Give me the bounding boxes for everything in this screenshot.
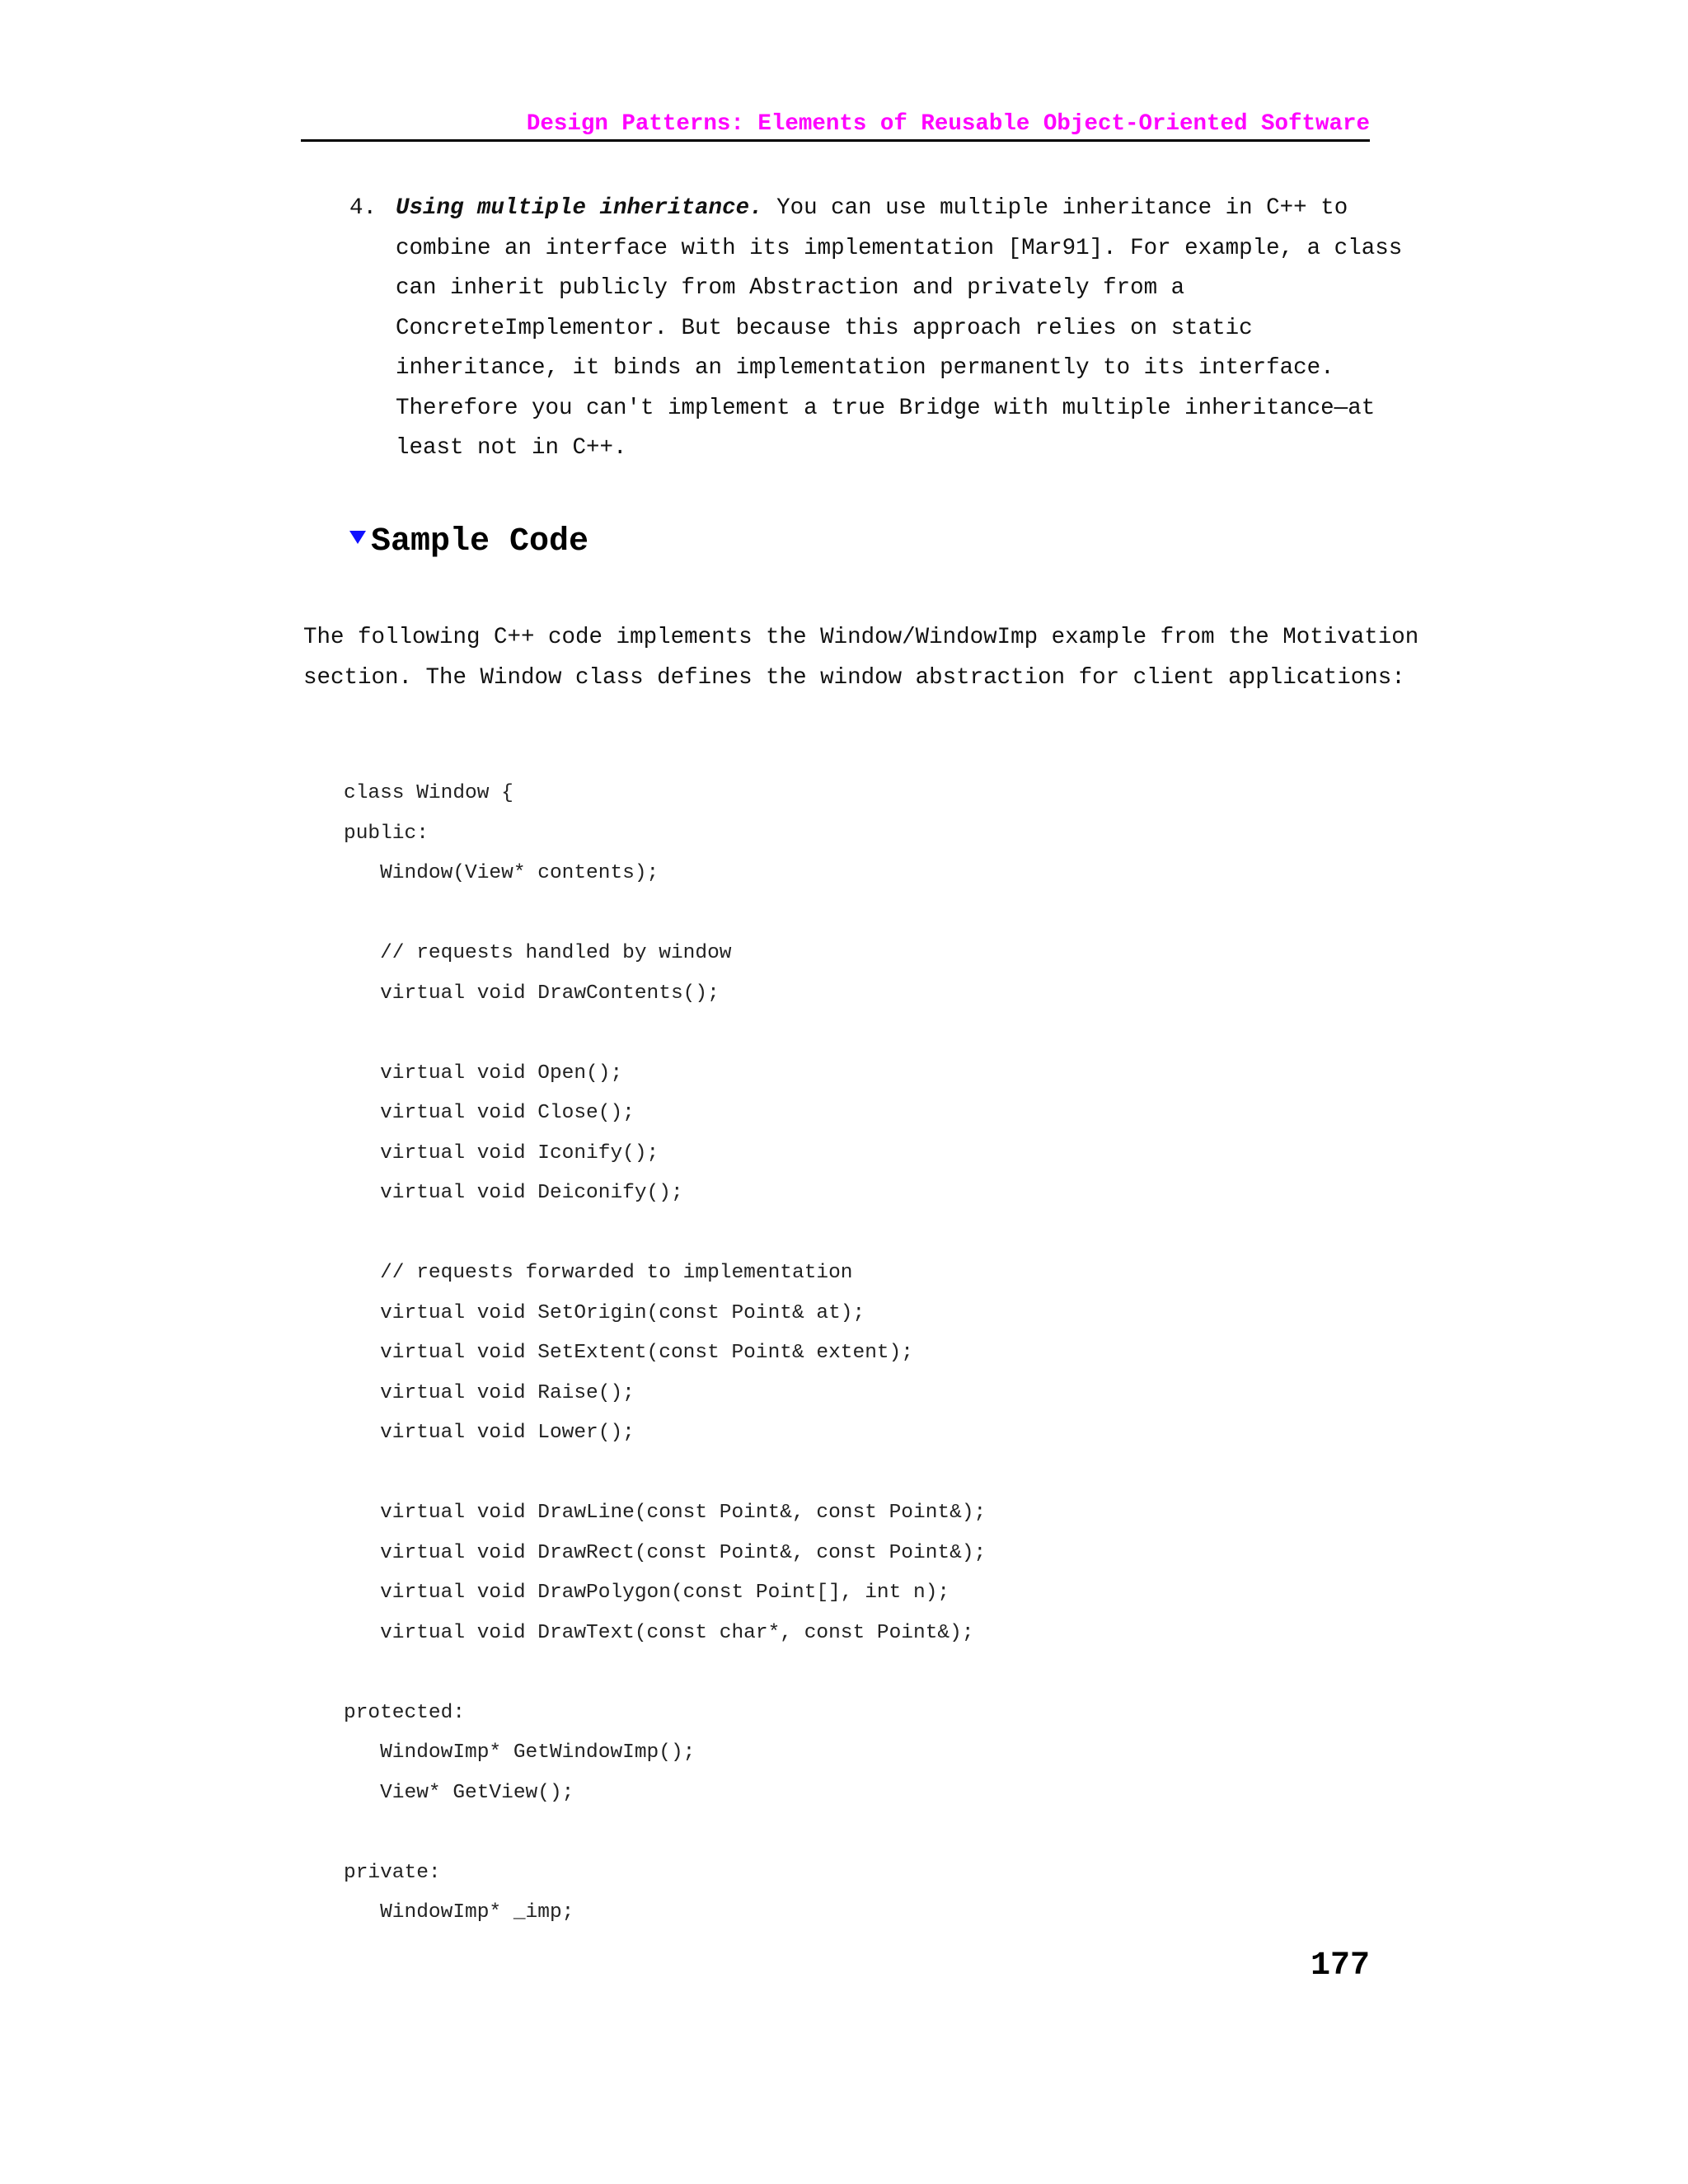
list-item-line: least not in C++. — [396, 435, 627, 461]
code-line: WindowImp* GetWindowImp(); — [344, 1741, 696, 1764]
code-line: virtual void Open(); — [344, 1062, 623, 1085]
list-item-line: can inherit publicly from Abstraction and privately from a — [396, 275, 1185, 301]
code-line: Window(View* contents); — [344, 862, 659, 884]
code-line: // requests handled by window — [344, 942, 732, 964]
code-line: public: — [344, 822, 429, 845]
code-line: virtual void SetExtent(const Point& extent); — [344, 1342, 914, 1364]
list-item-body — [396, 189, 1403, 469]
code-line: virtual void Close(); — [344, 1102, 635, 1124]
code-line — [344, 894, 986, 935]
code-line — [344, 1454, 986, 1494]
code-line: virtual void Deiconify(); — [344, 1182, 683, 1204]
running-header: Design Patterns: Elements of Reusable Object-Oriented Software — [526, 111, 1370, 137]
code-line: private: — [344, 1861, 441, 1884]
code-line: protected: — [344, 1701, 466, 1724]
list-item-number: 4. — [349, 195, 377, 221]
code-line: // requests forwarded to implementation — [344, 1262, 853, 1284]
code-line: virtual void DrawPolygon(const Point[], int n); — [344, 1582, 950, 1604]
intro-line: The following C++ code implements the Window/WindowImp example from the Motivation — [303, 625, 1419, 650]
list-item-first-line — [396, 189, 1372, 229]
code-line: class Window { — [344, 782, 513, 804]
code-listing — [344, 774, 986, 1933]
list-item-line: combine an interface with its implementation [Mar91]. For example, a class — [396, 235, 1403, 261]
code-line — [344, 1653, 986, 1694]
code-line: virtual void DrawContents(); — [344, 982, 720, 1005]
code-line: virtual void DrawRect(const Point&, const Point&); — [344, 1541, 987, 1564]
list-item-line: ConcreteImplementor. But because this approach relies on static — [396, 315, 1253, 341]
intro-line: section. The Window class defines the window abstraction for client applications: — [303, 664, 1405, 691]
list-item-first-line-text: You can use multiple inheritance in C++ to — [762, 195, 1348, 221]
code-line: WindowImp* _imp; — [344, 1901, 574, 1924]
code-line: virtual void DrawText(const char*, const Point&); — [344, 1621, 974, 1644]
section-heading — [349, 519, 588, 569]
code-line — [344, 1214, 986, 1254]
code-line: View* GetView(); — [344, 1781, 574, 1804]
code-line — [344, 1813, 986, 1854]
code-line: virtual void SetOrigin(const Point& at); — [344, 1301, 865, 1324]
code-line: virtual void Raise(); — [344, 1381, 635, 1404]
section-title: Sample Code — [371, 523, 589, 560]
list-item-line: inheritance, it binds an implementation permanently to its interface. — [396, 355, 1334, 381]
triangle-down-icon[interactable] — [349, 531, 366, 544]
code-line — [344, 1014, 986, 1054]
list-item-lead: Using multiple inheritance. — [396, 195, 763, 221]
code-line: virtual void DrawLine(const Point&, const Point&); — [344, 1502, 987, 1524]
code-line: virtual void Lower(); — [344, 1422, 635, 1444]
page-number: 177 — [1310, 1947, 1370, 1985]
code-line: virtual void Iconify(); — [344, 1141, 659, 1165]
intro-paragraph — [303, 618, 1419, 698]
list-item-line: Therefore you can't implement a true Bridge with multiple inheritance—at — [396, 395, 1376, 421]
header-rule — [301, 139, 1370, 142]
